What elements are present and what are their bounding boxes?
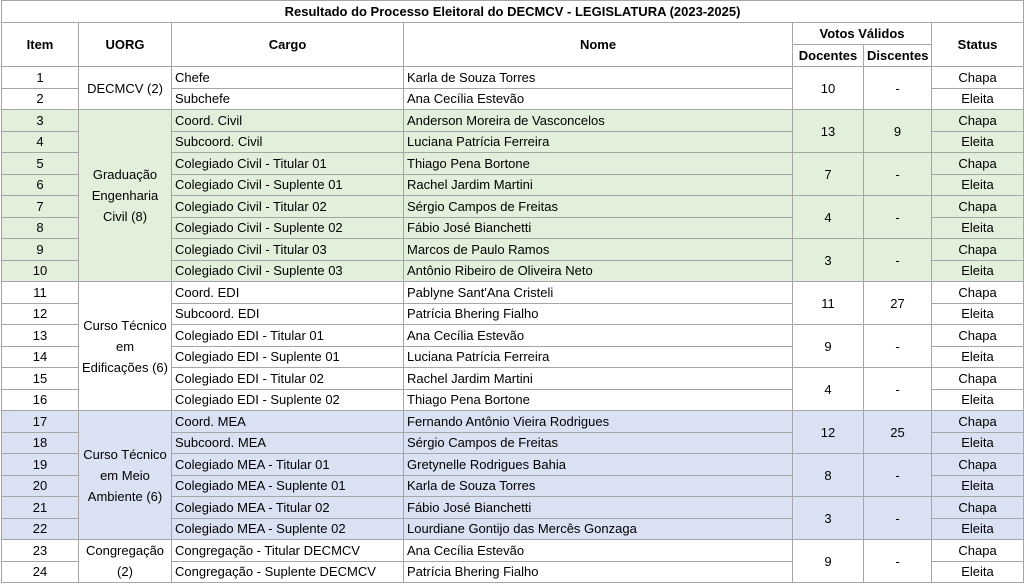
cargo-cell: Subchefe xyxy=(172,88,404,110)
item-cell: 4 xyxy=(2,131,79,153)
item-cell: 22 xyxy=(2,518,79,540)
item-cell: 1 xyxy=(2,67,79,89)
table-row xyxy=(2,67,1024,89)
uorg-cell: Curso Técnico em Edificações (6) xyxy=(79,282,172,411)
cargo-cell: Colegiado EDI - Titular 01 xyxy=(172,325,404,347)
cargo-cell: Colegiado MEA - Titular 02 xyxy=(172,497,404,519)
discentes-cell: - xyxy=(864,325,932,368)
item-cell: 10 xyxy=(2,260,79,282)
nome-cell: Sérgio Campos de Freitas xyxy=(404,432,793,454)
item-cell: 18 xyxy=(2,432,79,454)
item-cell: 5 xyxy=(2,153,79,175)
discentes-cell: - xyxy=(864,196,932,239)
nome-cell: Fernando Antônio Vieira Rodrigues xyxy=(404,411,793,433)
discentes-cell: - xyxy=(864,67,932,110)
header-nome: Nome xyxy=(404,23,793,67)
status-cell: Eleita xyxy=(932,432,1024,454)
status-cell: Eleita xyxy=(932,346,1024,368)
cargo-cell: Colegiado Civil - Suplente 02 xyxy=(172,217,404,239)
docentes-cell: 3 xyxy=(793,239,864,282)
cargo-cell: Congregação - Suplente DECMCV xyxy=(172,561,404,583)
nome-cell: Marcos de Paulo Ramos xyxy=(404,239,793,261)
table-body xyxy=(2,67,1024,583)
table-title: Resultado do Processo Eleitoral do DECMCV - LEGISLATURA (2023-2025) xyxy=(2,1,1024,23)
item-cell: 2 xyxy=(2,88,79,110)
discentes-cell: 27 xyxy=(864,282,932,325)
discentes-cell: - xyxy=(864,497,932,540)
docentes-cell: 7 xyxy=(793,153,864,196)
item-cell: 13 xyxy=(2,325,79,347)
item-cell: 20 xyxy=(2,475,79,497)
status-cell: Eleita xyxy=(932,303,1024,325)
cargo-cell: Colegiado Civil - Suplente 01 xyxy=(172,174,404,196)
status-cell: Chapa xyxy=(932,540,1024,562)
cargo-cell: Subcoord. EDI xyxy=(172,303,404,325)
status-cell: Chapa xyxy=(932,110,1024,132)
election-results-table xyxy=(1,0,1024,583)
header-uorg: UORG xyxy=(79,23,172,67)
status-cell: Chapa xyxy=(932,239,1024,261)
header-discentes: Discentes xyxy=(864,45,932,67)
nome-cell: Fábio José Bianchetti xyxy=(404,217,793,239)
status-cell: Chapa xyxy=(932,454,1024,476)
item-cell: 3 xyxy=(2,110,79,132)
item-cell: 15 xyxy=(2,368,79,390)
status-cell: Chapa xyxy=(932,411,1024,433)
nome-cell: Gretynelle Rodrigues Bahia xyxy=(404,454,793,476)
status-cell: Chapa xyxy=(932,67,1024,89)
docentes-cell: 10 xyxy=(793,67,864,110)
docentes-cell: 3 xyxy=(793,497,864,540)
status-cell: Eleita xyxy=(932,475,1024,497)
uorg-cell: Congregação (2) xyxy=(79,540,172,583)
item-cell: 9 xyxy=(2,239,79,261)
nome-cell: Fábio José Bianchetti xyxy=(404,497,793,519)
status-cell: Eleita xyxy=(932,518,1024,540)
discentes-cell: 9 xyxy=(864,110,932,153)
discentes-cell: - xyxy=(864,153,932,196)
table-row xyxy=(2,411,1024,433)
status-cell: Chapa xyxy=(932,325,1024,347)
nome-cell: Karla de Souza Torres xyxy=(404,67,793,89)
item-cell: 17 xyxy=(2,411,79,433)
docentes-cell: 4 xyxy=(793,196,864,239)
cargo-cell: Subcoord. Civil xyxy=(172,131,404,153)
docentes-cell: 8 xyxy=(793,454,864,497)
nome-cell: Luciana Patrícia Ferreira xyxy=(404,346,793,368)
item-cell: 6 xyxy=(2,174,79,196)
status-cell: Eleita xyxy=(932,174,1024,196)
status-cell: Eleita xyxy=(932,88,1024,110)
header-cargo: Cargo xyxy=(172,23,404,67)
cargo-cell: Colegiado Civil - Titular 01 xyxy=(172,153,404,175)
nome-cell: Sérgio Campos de Freitas xyxy=(404,196,793,218)
item-cell: 19 xyxy=(2,454,79,476)
nome-cell: Ana Cecília Estevão xyxy=(404,540,793,562)
cargo-cell: Chefe xyxy=(172,67,404,89)
discentes-cell: 25 xyxy=(864,411,932,454)
discentes-cell: - xyxy=(864,239,932,282)
discentes-cell: - xyxy=(864,540,932,583)
cargo-cell: Colegiado Civil - Titular 02 xyxy=(172,196,404,218)
nome-cell: Antônio Ribeiro de Oliveira Neto xyxy=(404,260,793,282)
item-cell: 11 xyxy=(2,282,79,304)
nome-cell: Luciana Patrícia Ferreira xyxy=(404,131,793,153)
docentes-cell: 12 xyxy=(793,411,864,454)
header-votos-validos: Votos Válidos xyxy=(793,23,932,45)
cargo-cell: Colegiado MEA - Suplente 02 xyxy=(172,518,404,540)
cargo-cell: Subcoord. MEA xyxy=(172,432,404,454)
uorg-cell: Graduação Engenharia Civil (8) xyxy=(79,110,172,282)
cargo-cell: Colegiado EDI - Suplente 02 xyxy=(172,389,404,411)
cargo-cell: Coord. EDI xyxy=(172,282,404,304)
uorg-cell: DECMCV (2) xyxy=(79,67,172,110)
cargo-cell: Colegiado EDI - Suplente 01 xyxy=(172,346,404,368)
table-row xyxy=(2,110,1024,132)
cargo-cell: Colegiado Civil - Suplente 03 xyxy=(172,260,404,282)
nome-cell: Anderson Moreira de Vasconcelos xyxy=(404,110,793,132)
nome-cell: Lourdiane Gontijo das Mercês Gonzaga xyxy=(404,518,793,540)
nome-cell: Karla de Souza Torres xyxy=(404,475,793,497)
nome-cell: Thiago Pena Bortone xyxy=(404,389,793,411)
item-cell: 16 xyxy=(2,389,79,411)
header-status: Status xyxy=(932,23,1024,67)
nome-cell: Rachel Jardim Martini xyxy=(404,368,793,390)
status-cell: Eleita xyxy=(932,561,1024,583)
item-cell: 23 xyxy=(2,540,79,562)
status-cell: Eleita xyxy=(932,260,1024,282)
docentes-cell: 9 xyxy=(793,540,864,583)
nome-cell: Thiago Pena Bortone xyxy=(404,153,793,175)
item-cell: 21 xyxy=(2,497,79,519)
table-row xyxy=(2,282,1024,304)
item-cell: 14 xyxy=(2,346,79,368)
cargo-cell: Colegiado MEA - Titular 01 xyxy=(172,454,404,476)
discentes-cell: - xyxy=(864,368,932,411)
item-cell: 24 xyxy=(2,561,79,583)
uorg-cell: Curso Técnico em Meio Ambiente (6) xyxy=(79,411,172,540)
cargo-cell: Colegiado Civil - Titular 03 xyxy=(172,239,404,261)
cargo-cell: Congregação - Titular DECMCV xyxy=(172,540,404,562)
cargo-cell: Colegiado MEA - Suplente 01 xyxy=(172,475,404,497)
docentes-cell: 11 xyxy=(793,282,864,325)
discentes-cell: - xyxy=(864,454,932,497)
nome-cell: Pablyne Sant'Ana Cristeli xyxy=(404,282,793,304)
nome-cell: Patrícia Bhering Fialho xyxy=(404,303,793,325)
docentes-cell: 13 xyxy=(793,110,864,153)
header-docentes: Docentes xyxy=(793,45,864,67)
table-row xyxy=(2,540,1024,562)
docentes-cell: 4 xyxy=(793,368,864,411)
item-cell: 8 xyxy=(2,217,79,239)
status-cell: Eleita xyxy=(932,217,1024,239)
nome-cell: Patrícia Bhering Fialho xyxy=(404,561,793,583)
status-cell: Chapa xyxy=(932,282,1024,304)
header-item: Item xyxy=(2,23,79,67)
cargo-cell: Coord. MEA xyxy=(172,411,404,433)
status-cell: Chapa xyxy=(932,368,1024,390)
docentes-cell: 9 xyxy=(793,325,864,368)
item-cell: 12 xyxy=(2,303,79,325)
status-cell: Chapa xyxy=(932,497,1024,519)
status-cell: Chapa xyxy=(932,196,1024,218)
nome-cell: Rachel Jardim Martini xyxy=(404,174,793,196)
cargo-cell: Coord. Civil xyxy=(172,110,404,132)
nome-cell: Ana Cecília Estevão xyxy=(404,88,793,110)
status-cell: Chapa xyxy=(932,153,1024,175)
item-cell: 7 xyxy=(2,196,79,218)
status-cell: Eleita xyxy=(932,131,1024,153)
status-cell: Eleita xyxy=(932,389,1024,411)
nome-cell: Ana Cecília Estevão xyxy=(404,325,793,347)
cargo-cell: Colegiado EDI - Titular 02 xyxy=(172,368,404,390)
